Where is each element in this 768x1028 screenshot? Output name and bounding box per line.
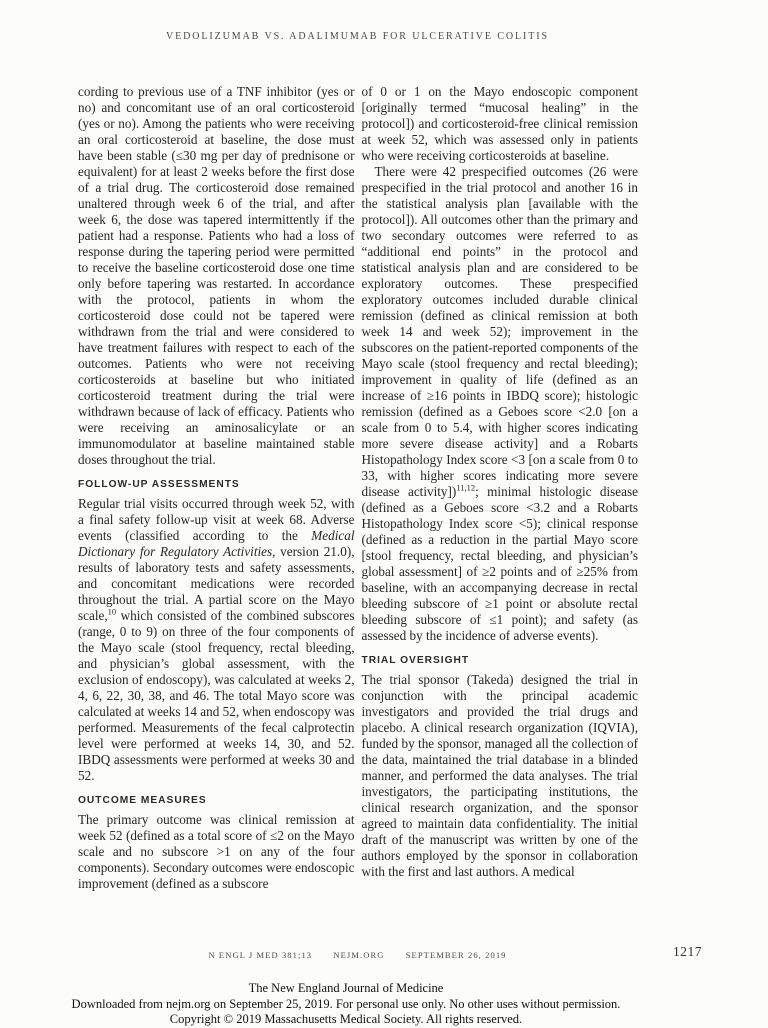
- article-body: [78, 84, 638, 892]
- followup-text-2: , version 21.0), results of laboratory tests and safety assessments, and concomitant medications were recorded throughout the trial. A partial score on the Mayo scale,: [78, 544, 355, 623]
- reference-11-12: 11,12: [456, 482, 476, 493]
- followup-italic-meddra: Medical Dictionary for Regulatory Activities: [78, 528, 355, 559]
- notice-copyright-line: Copyright © 2019 Massachusetts Medical Society. All rights reserved.: [169, 1012, 523, 1026]
- paragraph-corticosteroid-rules: cording to previous use of a TNF inhibitor (yes or no) and concomitant use of an oral corticosteroid (yes or no). Among the patients who were receiving an oral corticosteroid at baseline, the dose must have been stable (≤30 mg per day of prednisone or equivalent) for at least 2 weeks before the first dose of a trial drug. The corticosteroid dose remained unaltered through week 6 of the trial, and after week 6, the dose was tapered intermittently if the patient had a response. Patients who had a loss of response during the tapering period were permitted to receive the baseline corticosteroid dose one time only before tapering was restarted. In accordance with the protocol, patients in whom the corticosteroid dose could not be tapered were withdrawn from the trial and were considered to have treatment failures with respect to each of the outcomes. Patients who were not receiving corticosteroids at baseline but who initiated corticosteroid treatment during the trial were withdrawn because of lack of efficacy. Patients who were receiving an aminosalicylate or an immunomodulator at baseline maintained stable doses throughout the trial.: [78, 84, 355, 467]
- download-notice: [0, 981, 692, 1028]
- notice-download-line: Downloaded from nejm.org on September 25, 2019. For personal use only. No other uses without permission.: [71, 996, 621, 1011]
- journal-citation: N ENGL J MED 381;13: [208, 950, 313, 960]
- followup-text-3: which consisted of the combined subscores (range, 0 to 9) on three of the four components of the Mayo scale (stool frequency, rectal bleeding, and physician’s global assessment, with the exclusion of endoscopy), was calculated at weeks 2, 4, 6, 22, 30, 38, and 46. The total Mayo score was calculated at weeks 14 and 52, when endoscopy was performed. Measurements of the fecal calprotectin level were performed at weeks 14, 30, and 52. IBDQ assessments were performed at weeks 30 and 52.: [78, 608, 355, 783]
- section-heading-outcome-measures: OUTCOME MEASURES: [78, 795, 207, 806]
- section-heading-trial-oversight: TRIAL OVERSIGHT: [361, 655, 470, 666]
- prespecified-text-1: There were 42 prespecified outcomes (26 were prespecified in the trial protocol and another 16 in the statistical analysis plan [available with the protocol]). All outcomes other than the primary and two secondary outcomes were referred to as “additional end points” in the protocol and statistical analysis plan and are considered to be exploratory outcomes. These prespecified exploratory outcomes included durable clinical remission (defined as clinical remission at both week 14 and week 52); improvement in the subscores on the patient-reported components of the Mayo scale (stool frequency and rectal bleeding); improvement in quality of life (defined as an increase of ≥16 points in IBDQ score); histologic remission (defined as a Geboes score <2.0 [on a scale from 0 to 5.4, with higher scores indicating more severe disease activity] and a Robarts Histopathology Index score <3 [on a scale from 0 to 33, with higher scores indicating more severe disease activity]): [361, 164, 638, 499]
- issue-date: SEPTEMBER 26, 2019: [405, 950, 507, 960]
- paragraph-outcome-measures: The primary outcome was clinical remission at week 52 (defined as a total score of ≤2 on the Mayo scale and no subscore >1 on any of the four components). Secondary outcomes were endoscopic improvement (defined as a subscore: [78, 812, 355, 891]
- right-column: [362, 84, 639, 892]
- reference-10: 10: [107, 606, 117, 617]
- journal-website: NEJM.ORG: [333, 950, 385, 960]
- paragraph-trial-oversight: The trial sponsor (Takeda) designed the trial in conjunction with the principal academic investigators and provided the trial drugs and placebo. A clinical research organization (IQVIA), funded by the sponsor, managed all the collection of the data, maintained the trial database in a blinded manner, and performed the data analyses. The trial investigators, the participating institutions, the clinical research organization, and the sponsor agreed to maintain data confidentiality. The initial draft of the manuscript was written by one of the authors employed by the sponsor in collaboration with the first and last authors. A medical: [361, 672, 638, 879]
- paragraph-prespecified-outcomes: [362, 164, 639, 644]
- section-heading-followup-assessments: FOLLOW-UP ASSESSMENTS: [78, 479, 240, 490]
- journal-footer: [78, 950, 637, 960]
- followup-text-1: Regular trial visits occurred through week 52, with a final safety follow-up visit at week 68. Adverse events (classified according to the: [78, 496, 355, 543]
- notice-journal-name: The New England Journal of Medicine: [248, 981, 444, 995]
- paragraph-followup-assessments: [78, 496, 355, 784]
- paragraph-secondary-outcomes-continuation: of 0 or 1 on the Mayo endoscopic component [originally termed “mucosal healing” in the protocol]) and corticosteroid-free clinical remission at week 52, which was assessed only in patients who were receiving corticosteroids at baseline.: [361, 84, 638, 163]
- running-head: VEDOLIZUMAB VS. ADALIMUMAB FOR ULCERATIVE COLITIS: [166, 31, 549, 42]
- page-number: 1217: [673, 944, 702, 959]
- left-column: [78, 84, 355, 892]
- prespecified-text-2: ; minimal histologic disease (defined as a Geboes score <3.2 and a Robarts Histopathology Index score <5); clinical response (defined as a reduction in the partial Mayo score [stool frequency, rectal bleeding, and physician’s global assessment] of ≥2 points and of ≥25% from baseline, with an accompanying decrease in rectal bleeding subscore of ≥1 point or absolute rectal bleeding subscore of ≤1 point); and safety (as assessed by the incidence of adverse events).: [361, 484, 639, 643]
